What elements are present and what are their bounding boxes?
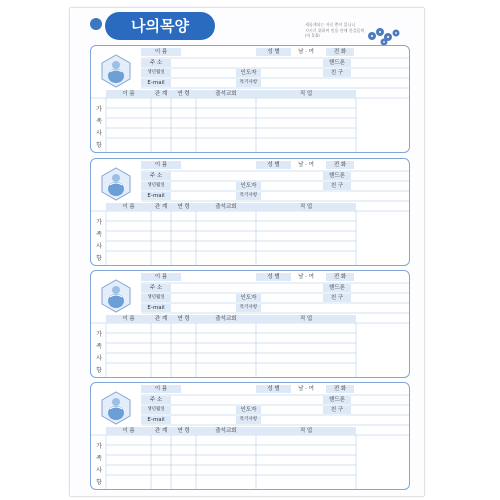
- guide-label: 인도자: [236, 69, 261, 77]
- family-header-job: 직 업: [256, 203, 356, 211]
- family-header-church: 출석교회: [196, 315, 256, 323]
- phone-label: 전 화: [326, 385, 354, 393]
- phone-label: 전 화: [326, 48, 354, 56]
- name-label: 이 름: [141, 48, 181, 56]
- family-header-job: 직 업: [256, 427, 356, 435]
- subtitle-line: 지키기 위하여 믿음 안에 한걸음씩: [305, 27, 365, 33]
- address-label: 주 소: [141, 59, 171, 67]
- name-label: 이 름: [141, 161, 181, 169]
- member-card: [90, 270, 410, 378]
- subtitle-line: (마 5:6): [305, 33, 320, 38]
- family-header-name: 이 름: [106, 427, 151, 435]
- gender-options: 남 · 여: [298, 386, 314, 392]
- card-lines: [91, 271, 410, 378]
- family-header-relation: 관 계: [151, 203, 171, 211]
- notes-label: 특기사항: [236, 192, 261, 200]
- address-label: 주 소: [141, 396, 171, 404]
- praying-figure-icon: [99, 54, 133, 88]
- family-header-church: 출석교회: [196, 203, 256, 211]
- card-lines: [91, 159, 410, 266]
- page-title: 나의목양: [105, 12, 215, 40]
- gender-label: 성 별: [256, 48, 291, 56]
- email-label: E-mail: [141, 79, 171, 87]
- header-subtitle: [305, 22, 365, 39]
- family-header-age: 연 령: [171, 315, 196, 323]
- guide-label: 인도자: [236, 182, 261, 190]
- gender-label: 성 별: [256, 385, 291, 393]
- family-section-label: 가 족 사 항: [96, 443, 102, 486]
- family-header-age: 연 령: [171, 90, 196, 98]
- family-header-name: 이 름: [106, 315, 151, 323]
- address-label: 주 소: [141, 284, 171, 292]
- member-card: [90, 158, 410, 266]
- friend-label: 친 구: [323, 294, 351, 302]
- praying-figure-icon: [99, 391, 133, 425]
- gender-options: 남 · 여: [298, 49, 314, 55]
- subtitle-line: 새롭게되는 자신 뿐이 있나니: [305, 22, 356, 27]
- notes-label: 특기사항: [236, 416, 261, 424]
- member-card: [90, 45, 410, 153]
- mobile-label: 핸드폰: [323, 172, 351, 180]
- gender-options: 남 · 여: [298, 162, 314, 168]
- guide-label: 인도자: [236, 294, 261, 302]
- family-header-name: 이 름: [106, 203, 151, 211]
- birthday-label: 생년월일: [141, 406, 171, 414]
- family-header-relation: 관 계: [151, 427, 171, 435]
- friend-label: 친 구: [323, 69, 351, 77]
- birthday-label: 생년월일: [141, 182, 171, 190]
- phone-label: 전 화: [326, 161, 354, 169]
- family-header-job: 직 업: [256, 315, 356, 323]
- email-label: E-mail: [141, 304, 171, 312]
- family-section-label: 가 족 사 항: [96, 219, 102, 262]
- gender-label: 성 별: [256, 273, 291, 281]
- family-section-label: 가 족 사 항: [96, 106, 102, 149]
- praying-figure-icon: [99, 279, 133, 313]
- name-label: 이 름: [141, 385, 181, 393]
- family-header-age: 연 령: [171, 427, 196, 435]
- gender-label: 성 별: [256, 161, 291, 169]
- family-header-church: 출석교회: [196, 427, 256, 435]
- mobile-label: 핸드폰: [323, 284, 351, 292]
- mobile-label: 핸드폰: [323, 59, 351, 67]
- family-header-church: 출석교회: [196, 90, 256, 98]
- member-card: [90, 382, 410, 490]
- family-header-age: 연 령: [171, 203, 196, 211]
- family-header-name: 이 름: [106, 90, 151, 98]
- notes-label: 특기사항: [236, 304, 261, 312]
- birthday-label: 생년월일: [141, 69, 171, 77]
- guide-label: 인도자: [236, 406, 261, 414]
- family-header-job: 직 업: [256, 90, 356, 98]
- card-lines: [91, 46, 410, 153]
- phone-label: 전 화: [326, 273, 354, 281]
- notes-label: 특기사항: [236, 79, 261, 87]
- family-section-label: 가 족 사 항: [96, 331, 102, 374]
- friend-label: 친 구: [323, 406, 351, 414]
- family-header-relation: 관 계: [151, 315, 171, 323]
- address-label: 주 소: [141, 172, 171, 180]
- family-header-relation: 관 계: [151, 90, 171, 98]
- email-label: E-mail: [141, 416, 171, 424]
- gender-options: 남 · 여: [298, 274, 314, 280]
- name-label: 이 름: [141, 273, 181, 281]
- friend-label: 친 구: [323, 182, 351, 190]
- mobile-label: 핸드폰: [323, 396, 351, 404]
- birthday-label: 생년월일: [141, 294, 171, 302]
- email-label: E-mail: [141, 192, 171, 200]
- title-dot-icon: [90, 18, 102, 30]
- praying-figure-icon: [99, 167, 133, 201]
- card-lines: [91, 383, 410, 490]
